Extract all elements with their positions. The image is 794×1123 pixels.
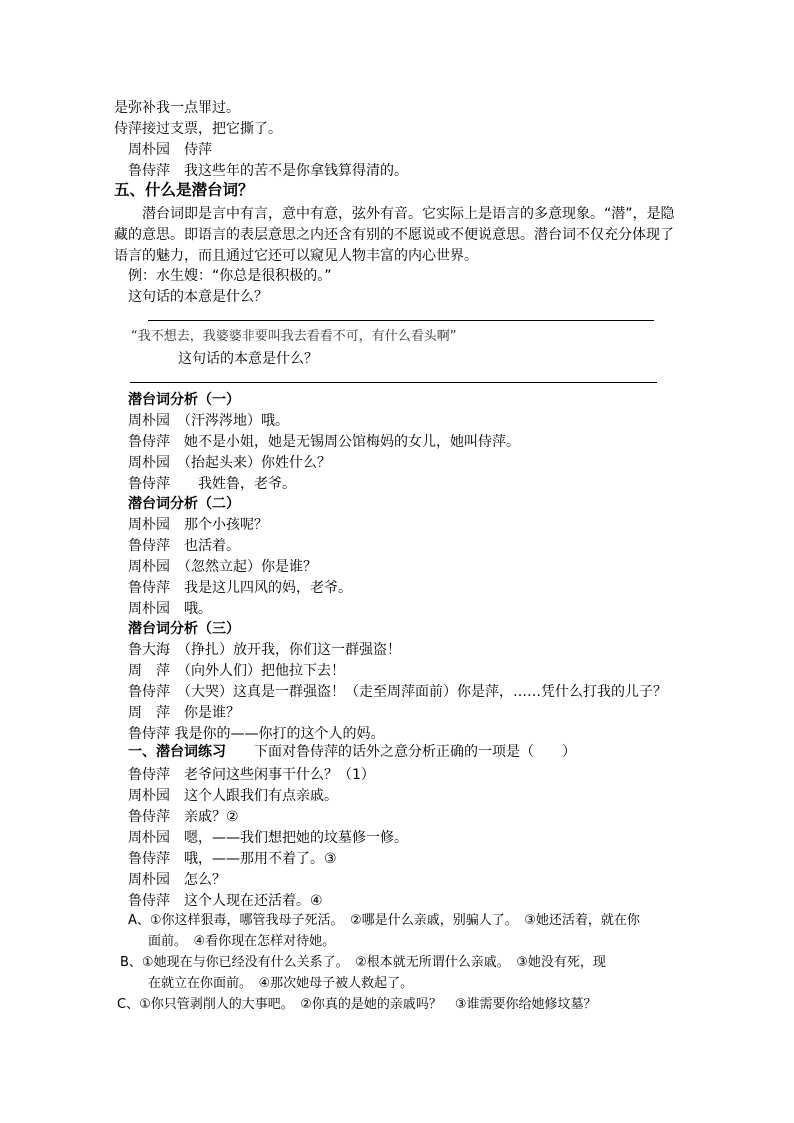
dialogue-line: 鲁侍萍 我姓鲁，老爷。: [128, 476, 296, 492]
dialogue-line: 周朴园 嗯，——我们想把她的坟墓修一修。: [128, 830, 408, 846]
answer-blank-line: [148, 320, 654, 321]
exercise-title: 一、潜台词练习: [128, 744, 226, 760]
example-line: 例：水生嫂：“你总是很积极的。”: [128, 268, 332, 284]
option-a-line2: 面前。 ④看你现在怎样对待她。: [148, 934, 336, 949]
dialogue-line: 鲁大海 （挣扎）放开我，你们这一群强盗！: [128, 642, 401, 658]
paragraph-line: 语言的魅力，而且通过它还可以窥见人物丰富的内心世界。: [114, 248, 478, 264]
section-heading: 五、什么是潜台词？: [114, 181, 254, 199]
paragraph-line: 藏的意思。即语言的表层意思之内还含有别的不愿说或不便说意思。潜台词不仅充分体现了: [114, 227, 674, 243]
paragraph-line: 潜台词即是言中有言，意中有意，弦外有音。它实际上是语言的多意现象。“潜”，是隐: [142, 206, 675, 222]
text-line: 是弥补我一点罪过。: [114, 100, 240, 116]
text-line: 侍萍接过支票，把它撕了。: [114, 121, 282, 137]
dialogue-line: 鲁侍萍 （大哭）这真是一群强盗！（走至周萍面前）你是萍，……凭什么打我的儿子？: [128, 684, 667, 700]
dialogue-line: 鲁侍萍 哦，——那用不着了。③: [128, 851, 337, 867]
option-b-line2: 在就立在你面前。 ④那次她母子被人救起了。: [148, 976, 414, 991]
quote-line: “我不想去，我婆婆非要叫我去看看不可，有什么看头啊”: [131, 329, 457, 344]
analysis-title: 潜台词分析（三）: [128, 621, 240, 637]
dialogue-line: 鲁侍萍 我是这儿四风的妈，老爷。: [128, 580, 352, 596]
option-c-line1: C、①你只管剥削人的大事吧。 ②你真的是她的亲戚吗？ ③谁需要你给她修坟墓？: [117, 997, 597, 1012]
dialogue-line: 鲁侍萍 我这些年的苦不是你拿钱算得清的。: [128, 163, 408, 179]
analysis-title: 潜台词分析（一）: [128, 392, 240, 408]
dialogue-line: 周 萍 （向外人们）把他拉下去！: [128, 663, 345, 679]
question-line: 这句话的本意是什么？: [178, 351, 318, 367]
dialogue-line: 鲁侍萍 老爷问这些闲事干什么？（1）: [128, 767, 375, 783]
question-line: 这句话的本意是什么？: [128, 289, 268, 305]
dialogue-line: 鲁侍萍 我是你的——你打的这个人的妈。: [128, 726, 385, 742]
exercise-prompt: 下面对鲁侍萍的话外之意分析正确的一项是（ ）: [254, 744, 576, 760]
dialogue-line: 周 萍 你是谁？: [128, 705, 240, 721]
dialogue-line: 周朴园 这个人跟我们有点亲戚。: [128, 788, 338, 804]
dialogue-line: 鲁侍萍 也活着。: [128, 538, 240, 554]
dialogue-line: 鲁侍萍 她不是小姐，她是无锡周公馆梅妈的女儿，她叫侍萍。: [128, 434, 520, 450]
dialogue-line: 周朴园 （抬起头来）你姓什么？: [128, 455, 331, 471]
dialogue-line: 周朴园 那个小孩呢？: [128, 517, 268, 533]
dialogue-line: 周朴园 （忽然立起）你是谁？: [128, 559, 317, 575]
answer-blank-line: [130, 382, 657, 383]
dialogue-line: 周朴园 侍萍: [128, 142, 212, 158]
dialogue-line: 鲁侍萍 亲戚？②: [128, 809, 239, 825]
option-a-line1: A、①你这样狠毒，哪管我母子死活。 ②哪是什么亲戚，别骗人了。 ③她还活着，就在你: [128, 913, 640, 928]
dialogue-line: 周朴园 怎么？: [128, 872, 226, 888]
dialogue-line: 周朴园 哦。: [128, 601, 212, 617]
dialogue-line: 周朴园 （汗涔涔地）哦。: [128, 413, 289, 429]
option-b-line1: B、①她现在与你已经没有什么关系了。 ②根本就无所谓什么亲戚。 ③她没有死，现: [120, 955, 606, 970]
dialogue-line: 鲁侍萍 这个人现在还活着。④: [128, 893, 323, 909]
analysis-title: 潜台词分析（二）: [128, 496, 240, 512]
